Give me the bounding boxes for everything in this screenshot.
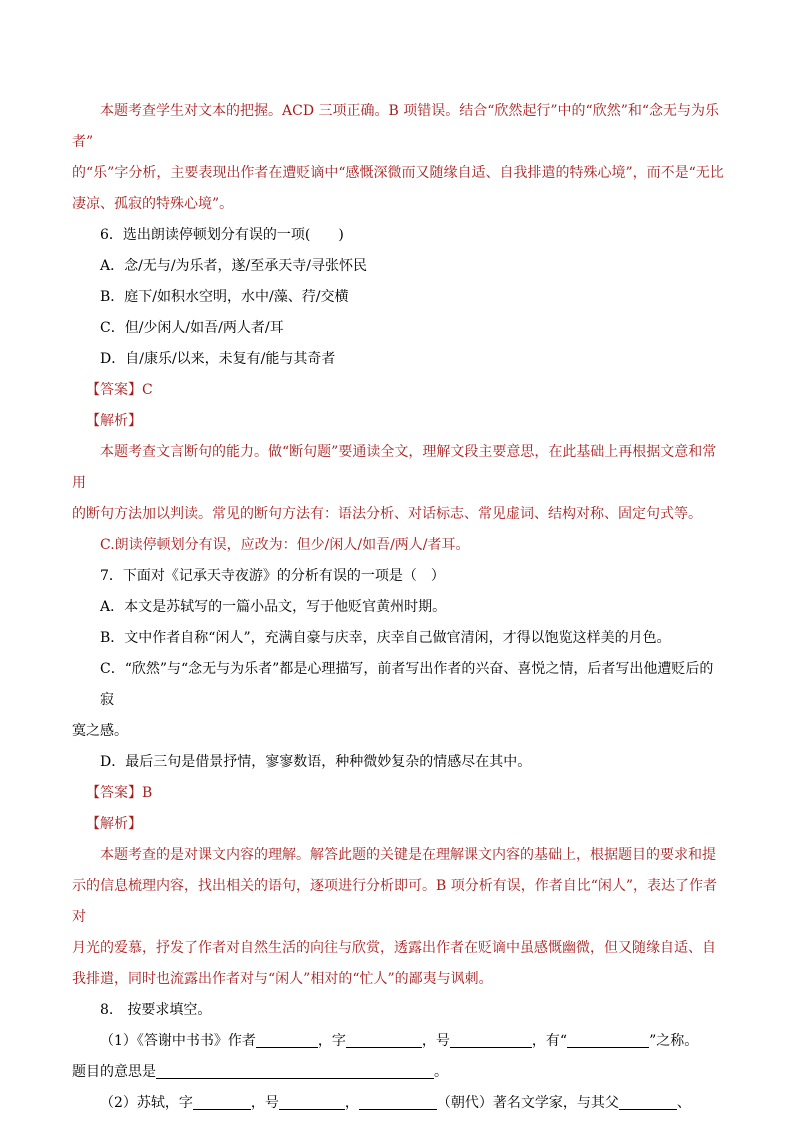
analysis-text: 本题考查学生对文本的把握。ACD 三项正确。B 项错误。结合“欣然起行”中的“欣然”和“念无与为乐者”	[72, 103, 720, 150]
question-7-stem: 7．下面对《记承天寺夜游》的分析有误的一项是（ ）	[100, 568, 445, 584]
fill-text: 、	[676, 1095, 691, 1111]
blank-line[interactable]	[567, 1033, 649, 1048]
question-6-analysis-label: 【解析】	[86, 413, 142, 429]
blank-line[interactable]	[346, 1033, 422, 1048]
fill-text: （1）《答谢中书书》作者	[100, 1033, 256, 1049]
question-7-option-c: C．“欣然”与“念无与为乐者”都是心理描写，前者写出作者的兴奋、喜悦之情，后者写出他遭贬后的寂	[100, 661, 714, 708]
fill-text: ，号	[250, 1095, 279, 1111]
question-7-option-c-cont: 寞之感。	[72, 723, 128, 739]
question-6-stem: 6．选出朗读停顿划分有误的一项( )	[100, 227, 344, 243]
question-6-option-d: D．自/康乐/以来，未复有/能与其奇者	[100, 351, 336, 367]
analysis-text: 的“乐”字分析，主要表现出作者在遭贬谪中“感慨深微而又随缘自适、自我排遣的特殊心境”，而不是“无比	[72, 165, 724, 181]
question-6-analysis: 的断句方法加以判读。常见的断句方法有：语法分析、对话标志、常见虚词、结构对称、固定句式等。	[72, 506, 702, 522]
analysis-text: 凄凉、孤寂的特殊心境”。	[72, 196, 234, 212]
fill-text: ，字	[317, 1033, 346, 1049]
question-6-analysis: C.朗读停顿划分有误，应改为：但少/闲人/如吾/两人/者耳。	[100, 537, 470, 553]
fill-text: 。	[434, 1064, 448, 1080]
question-7-option-a: A．本文是苏轼写的一篇小品文，写于他贬官黄州时期。	[100, 599, 447, 615]
question-7-answer: 【答案】B	[86, 785, 153, 801]
blank-line[interactable]	[450, 1033, 532, 1048]
question-6-option-b: B．庭下/如积水空明，水中/藻、荇/交横	[100, 289, 349, 305]
fill-text: ，号	[421, 1033, 450, 1049]
question-8-sub1	[72, 1026, 724, 1057]
question-6-option-c: C．但/少闲人/如吾/两人者/耳	[100, 320, 284, 336]
blank-line[interactable]	[279, 1095, 345, 1110]
question-8-sub1-cont	[72, 1057, 724, 1088]
question-7-option-d: D．最后三句是借景抒情，寥寥数语，种种微妙复杂的情感尽在其中。	[100, 754, 532, 770]
document-page	[72, 96, 724, 1119]
question-6-answer: 【答案】C	[86, 382, 153, 398]
fill-text: 题目的意思是	[72, 1064, 156, 1080]
question-7-analysis: 月光的爱慕，抒发了作者对自然生活的向往与欣赏，透露出作者在贬谪中虽感慨幽微，但又随缘自适、自	[72, 940, 716, 956]
fill-text: ，	[344, 1095, 359, 1111]
question-8-sub2	[72, 1088, 724, 1119]
fill-text: ”之称。	[649, 1033, 699, 1049]
blank-line[interactable]	[193, 1095, 251, 1110]
question-7-option-b: B．文中作者自称“闲人”，充满自豪与庆幸，庆幸自己做官清闲，才得以饱览这样美的月色。	[100, 630, 671, 646]
blank-line[interactable]	[619, 1095, 677, 1110]
question-6-analysis: 本题考查文言断句的能力。做“断句题”要通读全文，理解文段主要意思，在此基础上再根据文意和常用	[72, 444, 717, 491]
question-7-analysis: 示的信息梳理内容，找出相关的语句，逐项进行分析即可。B 项分析有误，作者自比“闲人”，表达了作者对	[72, 878, 718, 925]
blank-line[interactable]	[359, 1095, 437, 1110]
blank-line[interactable]	[156, 1064, 434, 1079]
question-7-analysis: 本题考查的是对课文内容的理解。解答此题的关键是在理解课文内容的基础上，根据题目的要求和提	[100, 847, 716, 863]
question-6-option-a: A．念/无与/为乐者，遂/至承天寺/寻张怀民	[100, 258, 367, 274]
fill-text: ，有“	[531, 1033, 568, 1049]
fill-text: （朝代）著名文学家，与其父	[436, 1095, 619, 1111]
question-8-stem: 8. 按要求填空。	[100, 1002, 212, 1018]
question-7-analysis-label: 【解析】	[86, 816, 142, 832]
question-7-analysis: 我排遣，同时也流露出作者对与“闲人”相对的“忙人”的鄙夷与讽刺。	[72, 971, 493, 987]
blank-line[interactable]	[256, 1033, 318, 1048]
fill-text: （2）苏轼，字	[100, 1095, 193, 1111]
